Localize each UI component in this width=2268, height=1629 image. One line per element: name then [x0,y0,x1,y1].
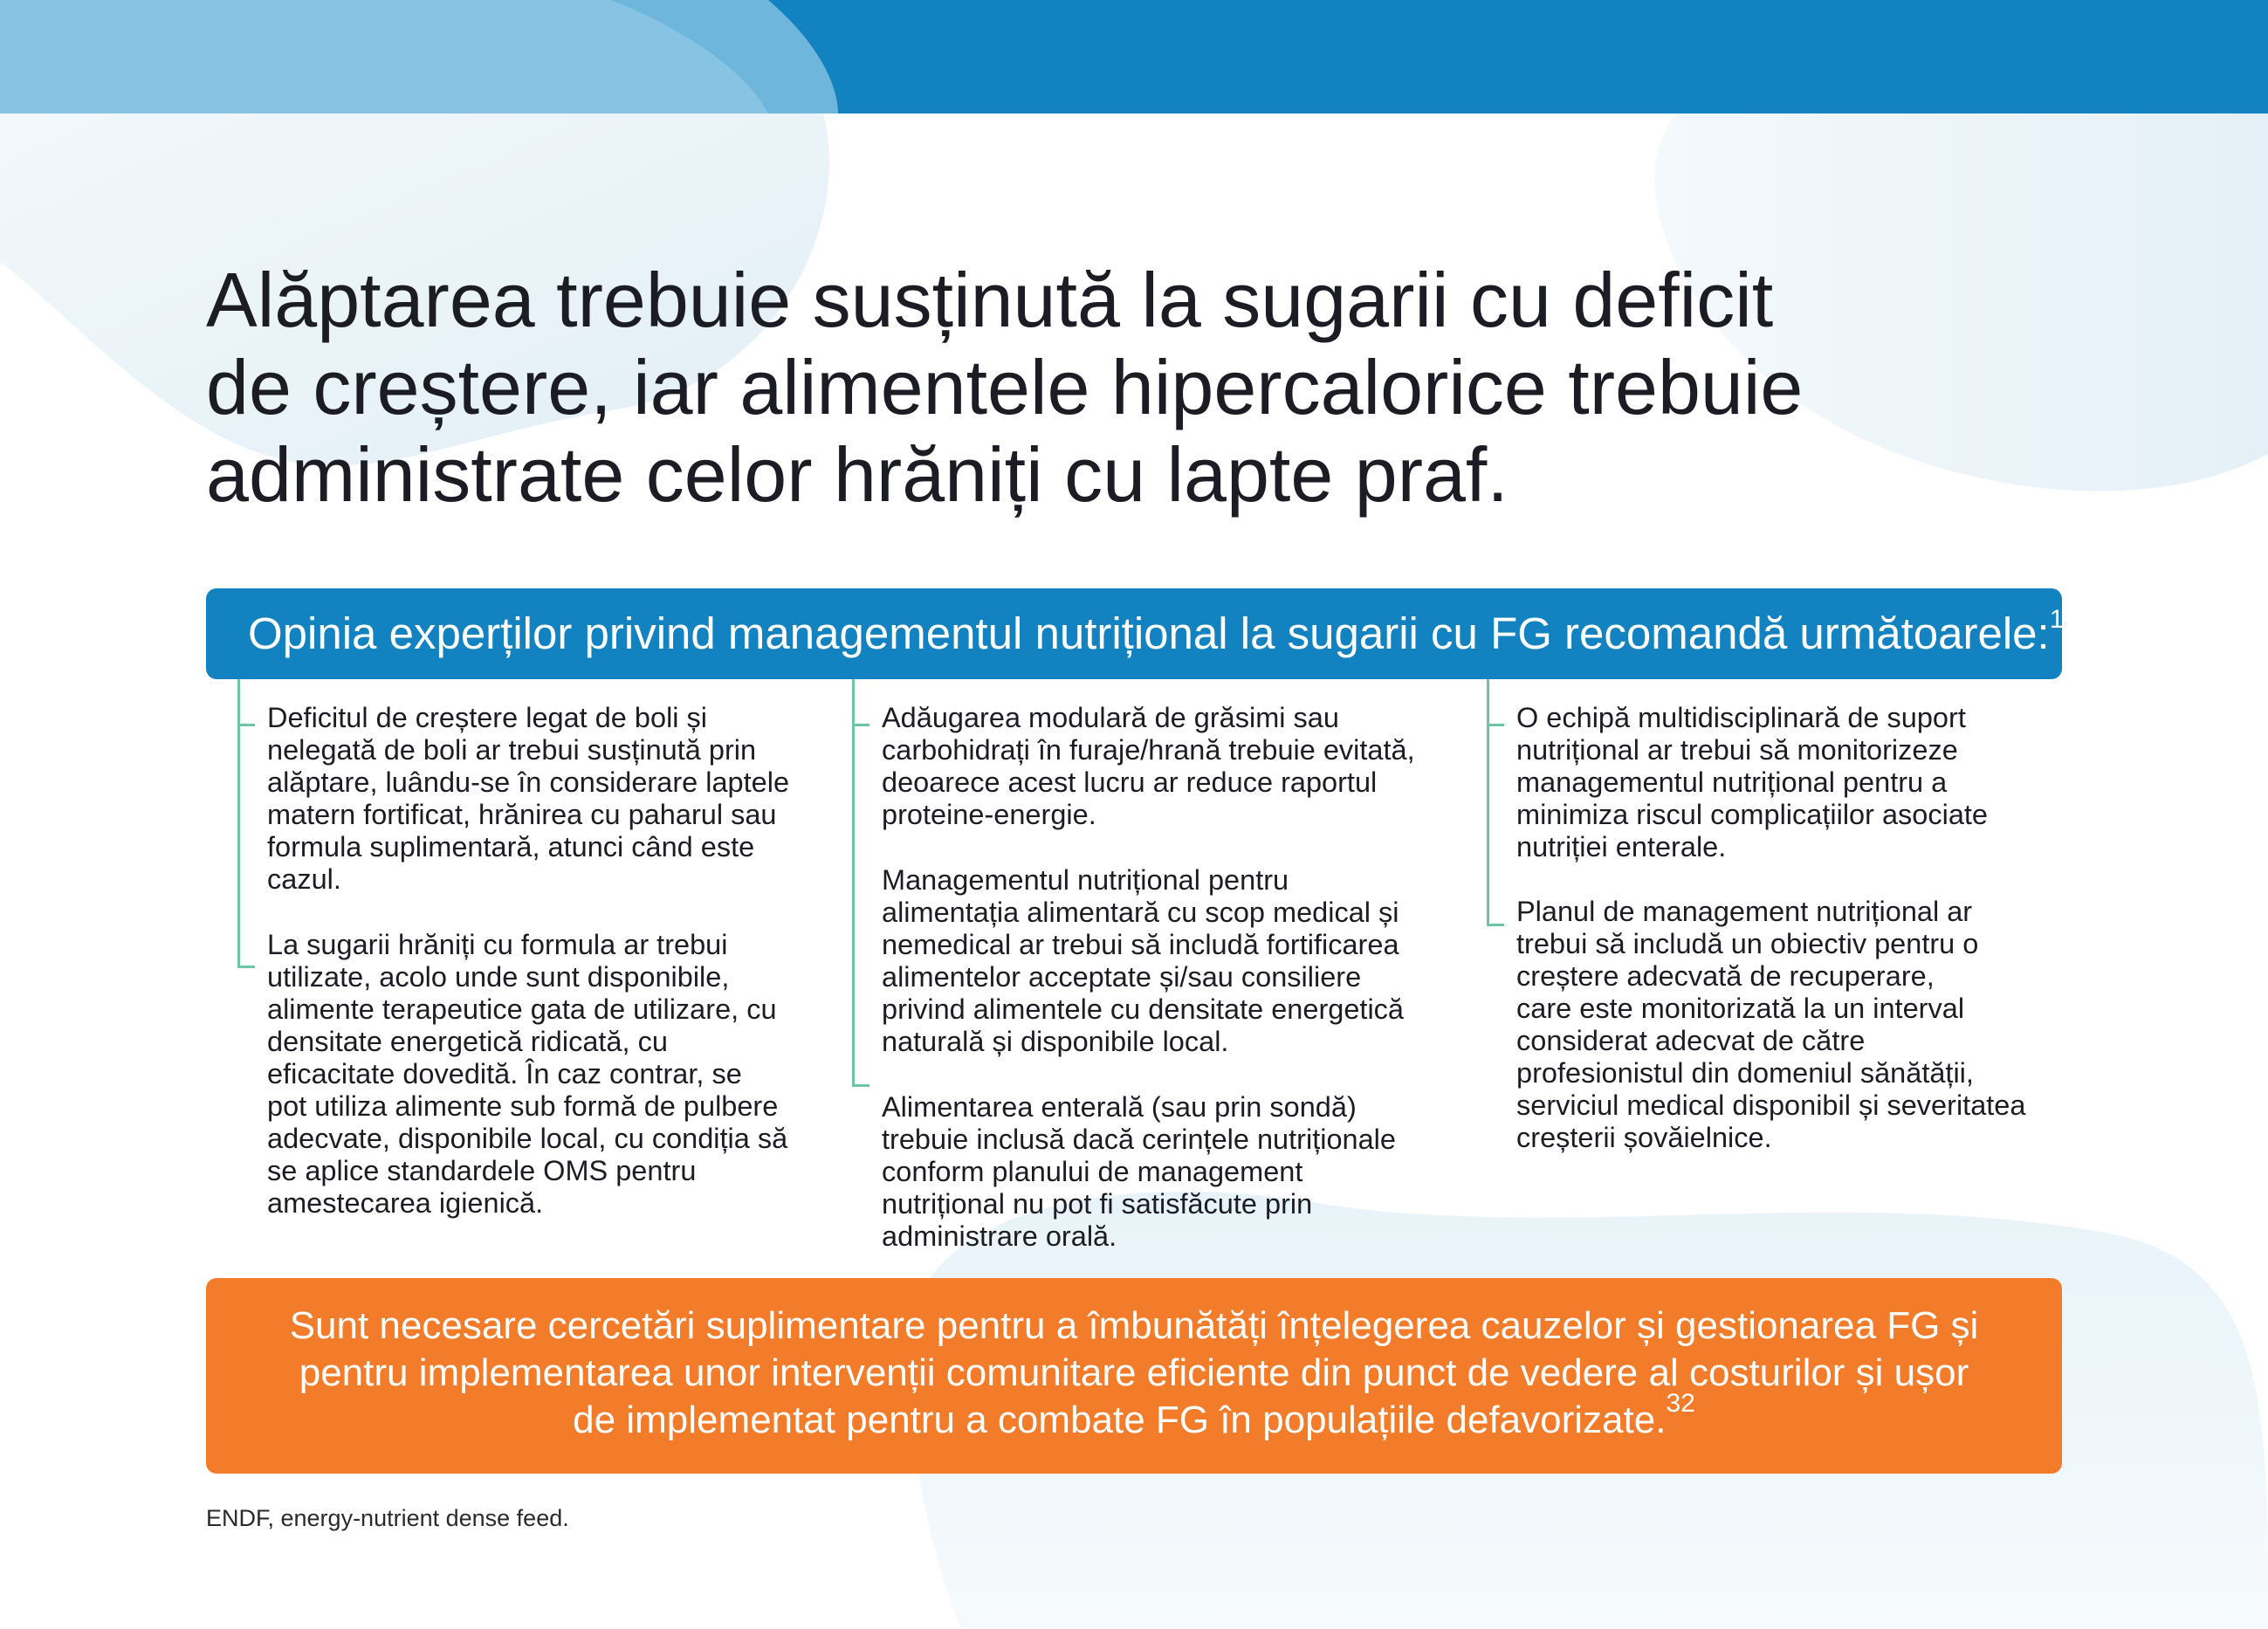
paragraph-line: deoarece acest lucru ar reduce raportul [882,766,1378,798]
paragraph-line: pot utiliza alimente sub formă de pulbere [267,1090,779,1122]
paragraph-line: La sugarii hrăniți cu formula ar trebui [267,929,728,960]
recommendation-paragraph [267,929,787,1220]
paragraph-line: se aplice standardele OMS pentru [267,1155,697,1186]
paragraph-connector-tick [852,724,869,726]
paragraph-line: Planul de management nutrițional ar [1516,896,1973,927]
title-line: administrate celor hrăniți cu lapte praf. [206,431,1509,518]
paragraph-line: trebuie inclusă dacă cerințele nutriționale [882,1124,1396,1155]
paragraph-line: carbohidrați în furaje/hrană trebuie evitată, [882,734,1415,766]
banner-text: Opinia experților privind managementul nutrițional la sugarii cu FG recomandă următoarele: [248,608,2050,658]
paragraph-line: administrare orală. [882,1220,1117,1252]
column-connector-line [1487,679,1489,925]
callout-reference: 32 [1666,1389,1695,1418]
paragraph-line: nutrițional nu pot fi satisfăcute prin [882,1188,1313,1220]
paragraph-line: considerat adecvat de către [1516,1025,1866,1056]
paragraph-line: proteine-energie. [882,799,1096,830]
recommendation-paragraph [882,702,1415,831]
paragraph-connector-tick [1487,724,1504,726]
footnote: ENDF, energy-nutrient dense feed. [206,1505,569,1531]
paragraph-line: alimentația alimentară cu scop medical și [882,897,1399,928]
paragraph-connector-tick [237,724,255,726]
callout-line: pentru implementarea unor intervenții comunitare eficiente din punct de vedere al costurilor și ușor [299,1351,1969,1394]
column-connector-line [237,679,240,967]
paragraph-connector-tick [237,966,255,968]
paragraph-line: densitate energetică ridicată, cu [267,1026,668,1057]
paragraph-line: trebui să includă un obiectiv pentru o [1516,928,1979,959]
paragraph-connector-tick [1487,924,1504,926]
column-connector-line [852,679,855,1086]
paragraph-line: nemedical ar trebui să includă fortificarea [882,929,1399,960]
paragraph-line: minimiza riscul complicațiilor asociate [1516,799,1989,830]
paragraph-line: alimente terapeutice gata de utilizare, cu [267,993,777,1025]
recommendation-paragraph [882,1091,1396,1253]
paragraph-line: alimentelor acceptate și/sau consiliere [882,961,1362,993]
paragraph-line: care este monitorizată la un interval [1516,993,1965,1024]
paragraph-line: amestecarea igienică. [267,1187,544,1219]
callout-line-last [206,1389,2062,1444]
paragraph-line: nutriției enterale. [1516,831,1727,863]
paragraph-line: nutrițional ar trebui să monitorizeze [1516,734,1958,766]
paragraph-line: managementul nutrițional pentru a [1516,766,1948,798]
paragraph-line: conform planului de management [882,1156,1303,1187]
recommendation-paragraph [267,702,789,896]
title-line: de creștere, iar alimentele hipercalorice trebuie [206,344,1804,430]
paragraph-line: privind alimentele cu densitate energetică [882,993,1404,1025]
paragraph-line: creșterii șovăielnice. [1516,1122,1772,1153]
recommendation-paragraph [882,864,1404,1058]
paragraph-line: formula suplimentară, atunci când este [267,831,755,863]
paragraph-line: naturală și disponibile local. [882,1026,1229,1057]
paragraph-line: Deficitul de creștere legat de boli și [267,702,708,733]
paragraph-line: alăptare, luându-se în considerare laptele [267,766,790,798]
paragraph-line: profesionistul din domeniul sănătății, [1516,1057,1974,1089]
paragraph-line: Managementul nutrițional pentru [882,864,1289,896]
paragraph-line: matern fortificat, hrănirea cu paharul sau [267,799,777,830]
paragraph-connector-tick [852,1084,869,1087]
paragraph-line: adecvate, disponibile local, cu condiția să [267,1123,788,1154]
paragraph-line: Alimentarea enterală (sau prin sondă) [882,1091,1357,1123]
paragraph-line: O echipă multidisciplinară de suport [1516,702,1966,733]
paragraph-line: serviciul medical disponibil și severitatea [1516,1089,2026,1121]
callout-line-text: de implementat pentru a combate FG în populațiile defavorizate. [573,1399,1667,1441]
paragraph-line: creștere adecvată de recuperare, [1516,960,1935,992]
research-callout-box [206,1278,2062,1474]
recommendation-paragraph [1516,702,1988,863]
paragraph-line: cazul. [267,863,341,895]
expert-opinion-banner [206,588,2065,679]
paragraph-line: Adăugarea modulară de grăsimi sau [882,702,1339,733]
recommendation-paragraph [1516,896,2025,1154]
paragraph-line: eficacitate dovedită. În caz contrar, se [267,1058,742,1089]
title-line: Alăptarea trebuie susținută la sugarii cu deficit [206,257,1774,343]
callout-line: Sunt necesare cercetări suplimentare pentru a îmbunătăți înțelegerea cauzelor și gestionarea FG și [289,1304,1979,1347]
paragraph-line: nelegată de boli ar trebui susținută prin [267,734,757,766]
banner-reference: 1 [2049,605,2065,634]
paragraph-line: utilizate, acolo unde sunt disponibile, [267,961,730,993]
page-title [206,257,2039,519]
